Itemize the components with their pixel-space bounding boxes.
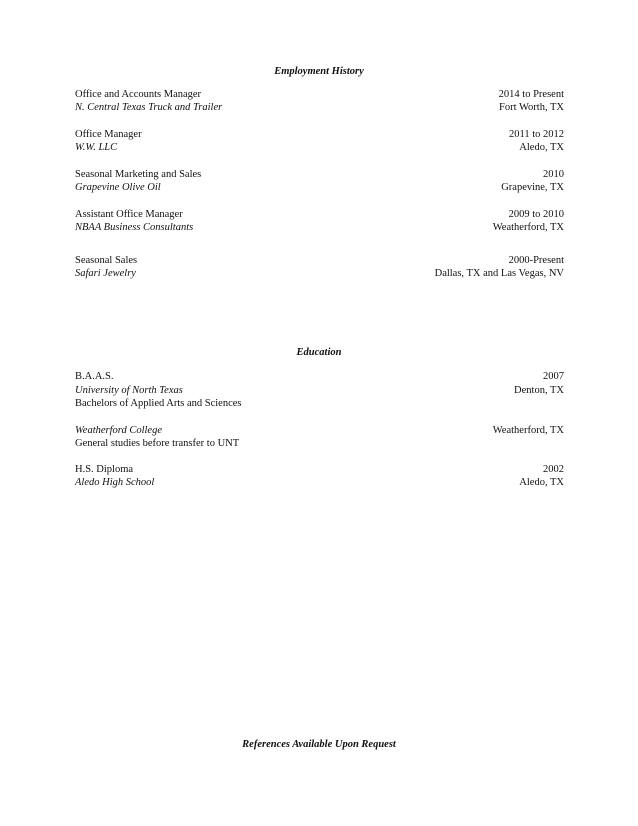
- job-dates: 2000-Present: [508, 255, 564, 266]
- education-heading: Education: [296, 347, 342, 358]
- job-dates: 2014 to Present: [498, 89, 564, 100]
- education-school: Aledo High School: [75, 477, 155, 488]
- job-title-row: [75, 88, 564, 102]
- job-company-row: [75, 141, 564, 155]
- job-title: Seasonal Sales: [75, 255, 138, 266]
- education-detail-row: [75, 437, 564, 451]
- job-company: N. Central Texas Truck and Trailer: [75, 102, 223, 113]
- education-location: Aledo, TX: [519, 477, 564, 488]
- education-degree-row: [75, 370, 564, 384]
- job-title: Office Manager: [75, 129, 142, 140]
- education-school: Weatherford College: [75, 425, 163, 436]
- education-school: University of North Texas: [75, 385, 183, 396]
- education-location: Weatherford, TX: [492, 425, 564, 436]
- job-company: NBAA Business Consultants: [75, 222, 194, 233]
- education-school-row: [75, 424, 564, 438]
- job-location: Dallas, TX and Las Vegas, NV: [434, 268, 564, 279]
- job-location: Aledo, TX: [519, 142, 564, 153]
- references-note: References Available Upon Request: [242, 739, 396, 750]
- education-year: 2007: [543, 371, 564, 382]
- job-title: Assistant Office Manager: [75, 209, 183, 220]
- job-title-row: [75, 208, 564, 222]
- education-detail: General studies before transfer to UNT: [75, 438, 240, 449]
- education-year: 2002: [543, 464, 564, 475]
- job-company-row: [75, 181, 564, 195]
- job-location: Grapevine, TX: [501, 182, 564, 193]
- job-company: Grapevine Olive Oil: [75, 182, 161, 193]
- education-location: Denton, TX: [514, 385, 564, 396]
- employment-history-heading: Employment History: [274, 66, 364, 77]
- job-location: Fort Worth, TX: [499, 102, 564, 113]
- job-dates: 2011 to 2012: [508, 129, 564, 140]
- job-title-row: [75, 168, 564, 182]
- job-location: Weatherford, TX: [492, 222, 564, 233]
- job-title: Office and Accounts Manager: [75, 89, 202, 100]
- job-company: Safari Jewelry: [75, 268, 136, 279]
- job-title-row: [75, 254, 564, 268]
- education-school-row: [75, 476, 564, 490]
- job-dates: 2010: [543, 169, 564, 180]
- education-degree: B.A.A.S.: [75, 371, 114, 382]
- job-company-row: [75, 267, 564, 281]
- education-detail: Bachelors of Applied Arts and Sciences: [75, 398, 242, 409]
- job-company-row: [75, 221, 564, 235]
- education-degree-row: [75, 463, 564, 477]
- job-title: Seasonal Marketing and Sales: [75, 169, 202, 180]
- education-detail-row: [75, 397, 564, 411]
- job-title-row: [75, 128, 564, 142]
- job-dates: 2009 to 2010: [508, 209, 564, 220]
- education-school-row: [75, 384, 564, 398]
- job-company: W.W. LLC: [75, 142, 118, 153]
- education-degree: H.S. Diploma: [75, 464, 134, 475]
- job-company-row: [75, 101, 564, 115]
